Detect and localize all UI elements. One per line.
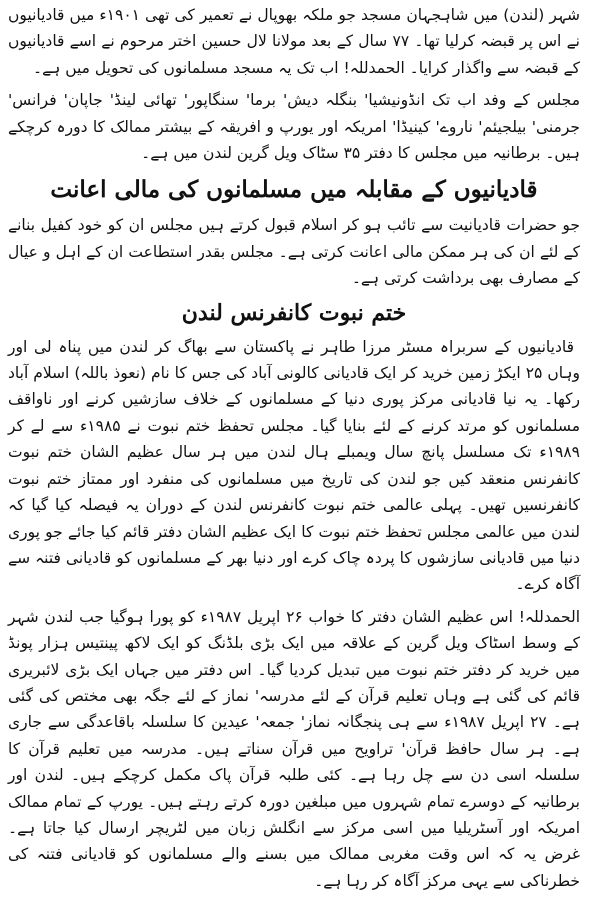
paragraph-london-office: الحمدللہ! اس عظیم الشان دفتر کا خواب ۲۶ اپریل ۱۹۸۷ء کو پورا ہوگیا جب لندن شہر کے وسط اسٹاک ویل گرین کے علاقہ میں ایک بڑی بلڈنگ کو ایک لاکھ پینتیس ہزار پونڈ میں خرید کر دفتر ختم نبوت میں تبدیل کردیا گیا۔ اس دفتر میں جہاں ایک بڑی لائبریری قائم کی گئی ہے وہاں تعلیم قرآن کے لئے مدرسہ' نماز کے لئے جگہ بھی مختص کی گئی ہے۔ ۲۷ اپریل ۱۹۸۷ء سے ہی پنجگانہ نماز' جمعہ' عیدین کا سلسلہ باقاعدگی سے جاری ہے۔ ہر سال حافظ قرآن' تراویح میں قرآن سناتے ہیں۔ مدرسہ میں تعلیم قرآن کا سلسلہ اسی دن سے چل رہا ہے۔ کئی طلبہ قرآن پاک مکمل کرچکے ہیں۔ لندن اور برطانیہ کے دوسرے تمام شہروں میں مبلغین دورہ کرتے رہتے ہیں۔ یورپ کے تمام ممالک امریکہ اور آسٹریلیا میں اسی مرکز سے انگلش زبان میں لٹریچر ارسال کیا جاتا ہے۔ غرض یہ کہ اس وقت مغربی ممالک میں بسنے والے مسلمانوں کو قادیانی فتنہ کی خطرناکی سے یہی مرکز آگاہ کر رہا ہے۔	[8, 607, 580, 890]
paragraph-financial-aid: جو حضرات قادیانیت سے تائب ہو کر اسلام قبول کرتے ہیں مجلس ان کو خود کفیل بنانے کے لئے ان کی ہر ممکن مالی اعانت کرتی ہے۔ مجلس بقدر استطاعت ان کے اہل و عیال کے مصارف بھی برداشت کرتی ہے۔	[8, 216, 580, 288]
paragraph-london-conference: قادیانیوں کے سربراہ مسٹر مرزا طاہر نے پاکستان سے بھاگ کر لندن میں پناہ لی اور وہاں ۲۵ ایکڑ زمین خرید کر ایک قادیانی کالونی آباد کی جس کا نام (نعوذ باللہ) اسلام آباد رکھا۔ یہ نیا قادیانی مرکز پوری دنیا کے مسلمانوں کے خلاف سازشیں کرنے اور ناواقف مسلمانوں کو مرتد کرنے کے لئے بنایا گیا۔ مجلس تحفظ ختم نبوت نے ۱۹۸۵ء سے لے کر ۱۹۸۹ء تک مسلسل پانچ سال ویمبلے ہال لندن میں ہر سال عظیم الشان ختم نبوت کانفرنس منعقد کیں جو لندن کی تاریخ میں مسلمانوں کی منفرد اور ممتاز ختم نبوت کانفرنسیں تھیں۔ پہلی عالمی ختم نبوت کانفرنس لندن کے دوران یہ فیصلہ کیا گیا کہ لندن میں عالمی مجلس تحفظ ختم نبوت کا ایک عظیم الشان دفتر قائم کیا جائے جو پوری دنیا میں قادیانی سازشوں کا پردہ چاک کرے اور دنیا بھر کے مسلمانوں کو قادیانی فتنہ سے آگاہ کرے۔	[8, 337, 580, 594]
heading-khatm-nabuwwat-conference-london: ختم نبوت کانفرنس لندن	[181, 299, 407, 326]
paragraph-shahjahan-mosque: شہر (لندن) میں شاہجہان مسجد جو ملکہ بھوپال نے تعمیر کی تھی ۱۹۰۱ء میں قادیانیوں نے اس پر قبضہ کرلیا تھا۔ ۷۷ سال کے بعد مولانا لال حسین اختر مرحوم نے اسے قادیانیوں کے قبضہ سے واگذار کرایا۔ الحمدللہ! اب تک یہ مسجد مسلمانوں کی تحویل میں ہے۔	[8, 6, 581, 77]
heading-financial-aid: قادیانیوں کے مقابلہ میں مسلمانوں کی مالی اعانت	[50, 176, 538, 204]
paragraph-delegations: مجلس کے وفد اب تک انڈونیشیا' بنگلہ دیش' برما' سنگاپور' تھائی لینڈ' جاپان' فرانس' جرمنی' بیلجیئم' ناروے' کینیڈا' امریکہ اور یورپ و افریقہ کے بیشتر ممالک کا دورہ کرچکے ہیں۔ برطانیہ میں مجلس کا دفتر ۳۵ سٹاک ویل گرین لندن میں ہے۔	[8, 91, 580, 163]
